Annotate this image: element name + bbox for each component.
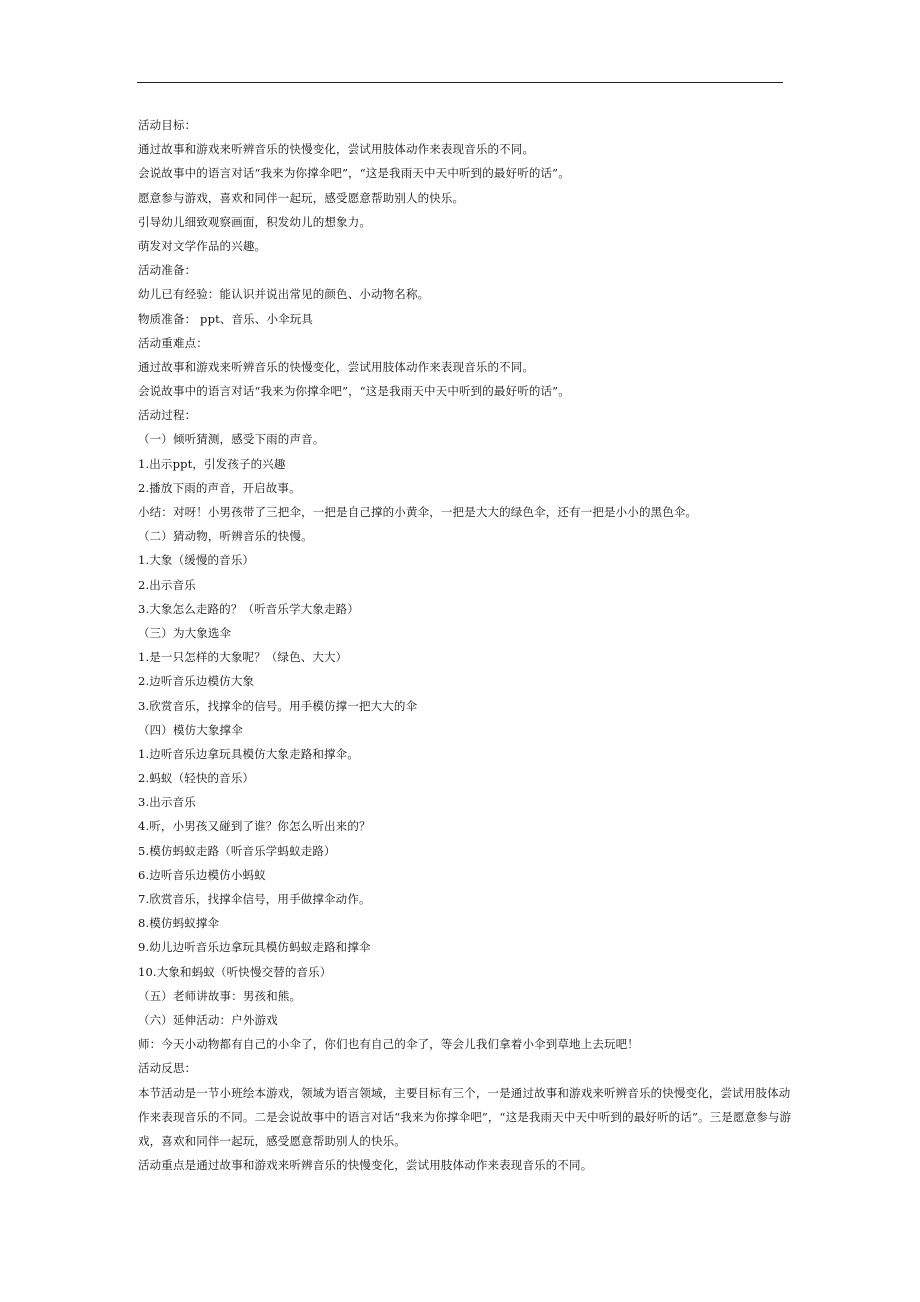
heading-objectives: 活动目标： [138, 118, 197, 132]
list-item: 1.边听音乐边拿玩具模仿大象走路和撑伞。 [138, 746, 359, 761]
section-heading: （六）延伸活动：户外游戏 [138, 1012, 278, 1027]
summary-line: 小结：对呀！小男孩带了三把伞，一把是自己撑的小黄伞，一把是大大的绿色伞，还有一把是小小的黑色伞。 [138, 505, 698, 519]
list-item: 1.大象（缓慢的音乐） [138, 553, 255, 568]
section-heading: （一）倾听猜测，感受下雨的声音。 [138, 432, 325, 447]
list-item: 6.边听音乐边模仿小蚂蚁 [138, 867, 266, 882]
list-item: 4.听，小男孩又碰到了谁？你怎么听出来的？ [138, 819, 371, 834]
header-rule [137, 82, 783, 83]
text-line: 通过故事和游戏来听辨音乐的快慢变化，尝试用肢体动作来表现音乐的不同。 [138, 142, 535, 157]
section-heading: （三）为大象选伞 [138, 625, 232, 640]
text-line: 师：今天小动物都有自己的小伞了，你们也有自己的伞了，等会儿我们拿着小伞到草地上去玩吧！ [138, 1037, 639, 1052]
list-item: 1.出示ppt，引发孩子的兴趣 [138, 456, 286, 471]
list-item: 3.欣赏音乐，找撑伞的信号。用手模仿撑一把大大的伞 [138, 698, 418, 713]
heading-preparation: 活动准备： [138, 263, 197, 278]
list-item: 9.幼儿边听音乐边拿玩具模仿蚂蚁走路和撑伞 [138, 940, 371, 955]
section-heading: （五）老师讲故事：男孩和熊。 [138, 988, 302, 1003]
list-item: 2.出示音乐 [138, 577, 196, 592]
text-line: 物质准备： ppt、音乐、小伞玩具 [138, 311, 314, 326]
heading-reflection: 活动反思： [138, 1061, 197, 1076]
text-line: 会说故事中的语言对话“我来为你撑伞吧”，“这是我雨天中天中听到的最好听的话”。 [138, 384, 570, 399]
list-item: 10.大象和蚂蚁（听快慢交替的音乐） [138, 964, 332, 979]
text-line: 会说故事中的语言对话“我来为你撑伞吧”，“这是我雨天中天中听到的最好听的话”。 [138, 166, 570, 181]
list-item: 7.欣赏音乐，找撑伞信号，用手做撑伞动作。 [138, 892, 371, 906]
reflection-paragraph: 本节活动是一节小班绘本游戏，领域为语言领域，主要目标有三个，一是通过故事和游戏来听辨音乐的快慢变化，尝试用肢体动作来表现音乐的不同。二是会说故事中的语言对话“我来为你撑伞吧”，“这是我雨天中天中听到的最好听的话”。三是愿意参与游戏，喜欢和同伴一起玩，感受愿意帮助别人的快乐。 [138, 1085, 792, 1148]
section-heading: （四）模仿大象撑伞 [138, 722, 243, 737]
text-line: 愿意参与游戏，喜欢和同伴一起玩，感受愿意帮助别人的快乐。 [138, 190, 465, 205]
section-heading: （二）猜动物，听辨音乐的快慢。 [138, 529, 313, 544]
list-item: 2.边听音乐边模仿大象 [138, 674, 255, 689]
heading-key-points: 活动重难点： [138, 335, 208, 350]
text-line: 萌发对文学作品的兴趣。 [138, 238, 267, 253]
list-item: 3.大象怎么走路的？（听音乐学大象走路） [138, 601, 359, 616]
list-item: 2.播放下雨的声音，开启故事。 [138, 480, 301, 495]
list-item: 5.模仿蚂蚁走路（听音乐学蚂蚁走路） [138, 843, 336, 858]
text-line: 幼儿已有经验：能认识并说出常见的颜色、小动物名称。 [138, 287, 430, 302]
list-item: 2.蚂蚁（轻快的音乐） [138, 771, 255, 786]
document-body [138, 113, 798, 1177]
heading-process: 活动过程： [138, 408, 197, 423]
text-line: 引导幼儿细致观察画面，积发幼儿的想象力。 [138, 214, 371, 229]
text-line: 活动重点是通过故事和游戏来听辨音乐的快慢变化，尝试用肢体动作来表现音乐的不同。 [138, 1158, 593, 1173]
list-item: 3.出示音乐 [138, 795, 196, 810]
list-item: 1.是一只怎样的大象呢？（绿色、大大） [138, 650, 348, 665]
list-item: 8.模仿蚂蚁撑伞 [138, 916, 220, 931]
text-line: 通过故事和游戏来听辨音乐的快慢变化，尝试用肢体动作来表现音乐的不同。 [138, 359, 535, 374]
